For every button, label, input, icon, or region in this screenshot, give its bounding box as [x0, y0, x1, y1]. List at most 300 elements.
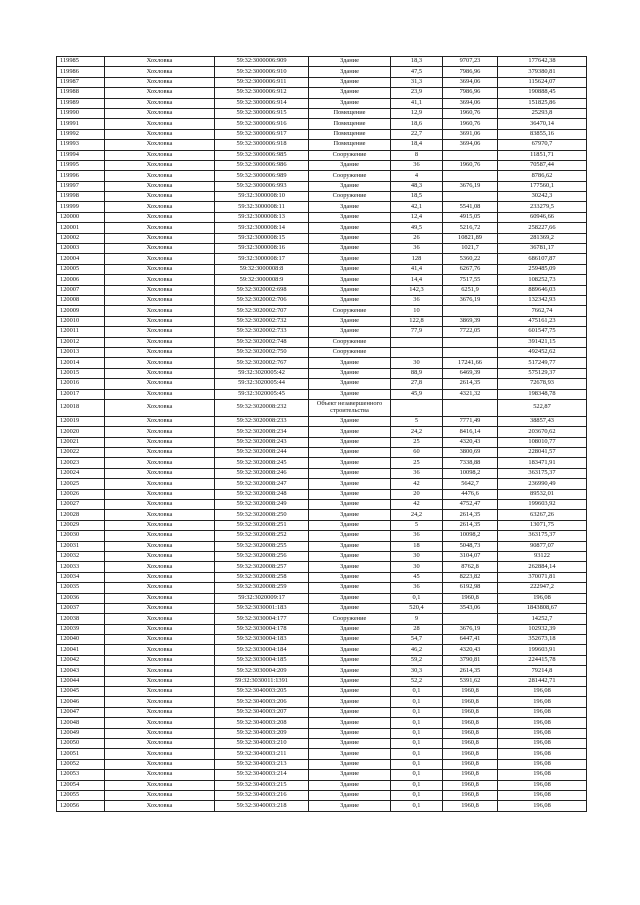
area-cell: 36	[391, 295, 443, 305]
table-row	[57, 254, 587, 264]
locality-cell: Хохловка	[105, 399, 215, 416]
table-row	[57, 520, 587, 530]
object-type-cell: Здание	[309, 562, 391, 572]
locality-cell: Хохловка	[105, 801, 215, 811]
specific-value-cell: 3869,39	[443, 316, 498, 326]
specific-value-cell: 5216,72	[443, 223, 498, 233]
record-number-cell: 120051	[57, 749, 105, 759]
cadastral-number-cell: 59:32:3000006:915	[215, 108, 309, 118]
record-number-cell: 120011	[57, 327, 105, 337]
specific-value-cell: 6469,39	[443, 368, 498, 378]
cadastral-number-cell: 59:32:3030011:1391	[215, 676, 309, 686]
area-cell: 12,9	[391, 108, 443, 118]
record-number-cell: 120002	[57, 233, 105, 243]
record-number-cell: 120025	[57, 479, 105, 489]
cadastral-number-cell: 59:32:3020002:748	[215, 337, 309, 347]
table-row	[57, 306, 587, 316]
specific-value-cell: 7771,49	[443, 416, 498, 426]
cadastral-number-cell: 59:32:3040003:209	[215, 728, 309, 738]
object-type-cell: Здание	[309, 223, 391, 233]
record-number-cell: 119997	[57, 181, 105, 191]
specific-value-cell: 10098,2	[443, 468, 498, 478]
table-row	[57, 212, 587, 222]
specific-value-cell: 4321,32	[443, 389, 498, 399]
object-type-cell: Здание	[309, 572, 391, 582]
cadastral-value-cell: 38857,43	[498, 416, 587, 426]
cadastral-number-cell: 59:32:3000006:993	[215, 181, 309, 191]
area-cell: 22,7	[391, 129, 443, 139]
specific-value-cell: 5541,08	[443, 202, 498, 212]
object-type-cell: Здание	[309, 780, 391, 790]
specific-value-cell: 2614,35	[443, 510, 498, 520]
cadastral-value-cell: 36781,17	[498, 244, 587, 254]
record-number-cell: 120045	[57, 687, 105, 697]
area-cell: 520,4	[391, 603, 443, 613]
record-number-cell: 120047	[57, 707, 105, 717]
area-cell: 45,9	[391, 389, 443, 399]
record-number-cell: 120029	[57, 520, 105, 530]
locality-cell: Хохловка	[105, 212, 215, 222]
cadastral-number-cell: 59:32:3020002:707	[215, 306, 309, 316]
record-number-cell: 119996	[57, 171, 105, 181]
table-row	[57, 427, 587, 437]
record-number-cell: 120003	[57, 244, 105, 254]
table-row	[57, 624, 587, 634]
cadastral-number-cell: 59:32:3020008:250	[215, 510, 309, 520]
object-type-cell: Здание	[309, 264, 391, 274]
cadastral-number-cell: 59:32:3040003:211	[215, 749, 309, 759]
record-number-cell: 119994	[57, 150, 105, 160]
table-row	[57, 67, 587, 77]
cadastral-value-cell: 196,08	[498, 718, 587, 728]
object-type-cell: Здание	[309, 676, 391, 686]
record-number-cell: 120022	[57, 448, 105, 458]
record-number-cell: 120001	[57, 223, 105, 233]
specific-value-cell: 3694,06	[443, 140, 498, 150]
area-cell: 128	[391, 254, 443, 264]
cadastral-value-cell: 363175,37	[498, 531, 587, 541]
table-row	[57, 316, 587, 326]
cadastral-value-cell: 132342,93	[498, 295, 587, 305]
cadastral-number-cell: 59:32:3000008:10	[215, 192, 309, 202]
table-row	[57, 399, 587, 416]
locality-cell: Хохловка	[105, 192, 215, 202]
specific-value-cell: 1960,8	[443, 759, 498, 769]
locality-cell: Хохловка	[105, 500, 215, 510]
locality-cell: Хохловка	[105, 67, 215, 77]
area-cell: 46,2	[391, 645, 443, 655]
record-number-cell: 120027	[57, 500, 105, 510]
cadastral-value-cell: 72678,93	[498, 379, 587, 389]
specific-value-cell: 1960,8	[443, 718, 498, 728]
cadastral-value-cell: 36470,14	[498, 119, 587, 129]
cadastral-number-cell: 59:32:3000008:17	[215, 254, 309, 264]
object-type-cell: Здание	[309, 551, 391, 561]
cadastral-number-cell: 59:32:3020008:244	[215, 448, 309, 458]
cadastral-value-cell: 391421,15	[498, 337, 587, 347]
cadastral-value-cell: 196,08	[498, 790, 587, 800]
object-type-cell: Здание	[309, 244, 391, 254]
table-row	[57, 368, 587, 378]
cadastral-number-cell: 59:32:3000006:912	[215, 88, 309, 98]
table-row	[57, 531, 587, 541]
object-type-cell: Здание	[309, 427, 391, 437]
cadastral-number-cell: 59:32:3000006:916	[215, 119, 309, 129]
specific-value-cell: 1960,8	[443, 749, 498, 759]
cadastral-number-cell: 59:32:3040003:210	[215, 739, 309, 749]
record-number-cell: 120054	[57, 780, 105, 790]
table-row	[57, 780, 587, 790]
locality-cell: Хохловка	[105, 108, 215, 118]
record-number-cell: 120030	[57, 531, 105, 541]
area-cell: 8	[391, 150, 443, 160]
area-cell: 0,1	[391, 780, 443, 790]
area-cell: 30	[391, 551, 443, 561]
cadastral-value-cell: 196,08	[498, 739, 587, 749]
object-type-cell: Здание	[309, 790, 391, 800]
table-row	[57, 98, 587, 108]
cadastral-number-cell: 59:32:3020008:247	[215, 479, 309, 489]
cadastral-value-cell: 236990,49	[498, 479, 587, 489]
specific-value-cell: 5360,22	[443, 254, 498, 264]
table-row	[57, 379, 587, 389]
area-cell: 52,2	[391, 676, 443, 686]
table-row	[57, 500, 587, 510]
object-type-cell: Здание	[309, 593, 391, 603]
specific-value-cell	[443, 171, 498, 181]
cadastral-value-cell: 70587,44	[498, 160, 587, 170]
specific-value-cell	[443, 337, 498, 347]
object-type-cell: Здание	[309, 749, 391, 759]
cadastral-number-cell: 59:32:3020008:234	[215, 427, 309, 437]
locality-cell: Хохловка	[105, 655, 215, 665]
locality-cell: Хохловка	[105, 119, 215, 129]
specific-value-cell: 1960,8	[443, 728, 498, 738]
cadastral-value-cell: 224415,78	[498, 655, 587, 665]
specific-value-cell: 1960,76	[443, 160, 498, 170]
locality-cell: Хохловка	[105, 666, 215, 676]
table-row	[57, 327, 587, 337]
specific-value-cell	[443, 306, 498, 316]
object-type-cell: Здание	[309, 603, 391, 613]
locality-cell: Хохловка	[105, 593, 215, 603]
record-number-cell: 120034	[57, 572, 105, 582]
object-type-cell: Здание	[309, 728, 391, 738]
cadastral-value-cell: 281369,2	[498, 233, 587, 243]
area-cell: 42	[391, 479, 443, 489]
object-type-cell: Здание	[309, 416, 391, 426]
specific-value-cell: 4476,6	[443, 489, 498, 499]
locality-cell: Хохловка	[105, 707, 215, 717]
table-row	[57, 57, 587, 67]
locality-cell: Хохловка	[105, 379, 215, 389]
record-number-cell: 120012	[57, 337, 105, 347]
table-row	[57, 129, 587, 139]
locality-cell: Хохловка	[105, 676, 215, 686]
area-cell: 36	[391, 160, 443, 170]
record-number-cell: 120040	[57, 635, 105, 645]
object-type-cell: Здание	[309, 57, 391, 67]
locality-cell: Хохловка	[105, 327, 215, 337]
cadastral-value-cell: 228041,57	[498, 448, 587, 458]
cadastral-number-cell: 59:32:3020009:17	[215, 593, 309, 603]
cadastral-number-cell: 59:32:3020005:45	[215, 389, 309, 399]
specific-value-cell: 3676,19	[443, 181, 498, 191]
cadastral-number-cell: 59:32:3040003:206	[215, 697, 309, 707]
specific-value-cell: 10821,89	[443, 233, 498, 243]
record-number-cell: 119986	[57, 67, 105, 77]
cadastral-value-cell: 196,08	[498, 593, 587, 603]
table-row	[57, 108, 587, 118]
record-number-cell: 120046	[57, 697, 105, 707]
record-number-cell: 120010	[57, 316, 105, 326]
locality-cell: Хохловка	[105, 223, 215, 233]
cadastral-number-cell: 59:32:3020008:252	[215, 531, 309, 541]
locality-cell: Хохловка	[105, 181, 215, 191]
locality-cell: Хохловка	[105, 160, 215, 170]
cadastral-number-cell: 59:32:3020008:251	[215, 520, 309, 530]
table-row	[57, 687, 587, 697]
cadastral-value-cell: 151825,86	[498, 98, 587, 108]
object-type-cell: Здание	[309, 718, 391, 728]
object-type-cell: Здание	[309, 254, 391, 264]
object-type-cell: Помещение	[309, 140, 391, 150]
cadastral-value-cell: 89532,01	[498, 489, 587, 499]
object-type-cell: Здание	[309, 666, 391, 676]
specific-value-cell: 7722,05	[443, 327, 498, 337]
record-number-cell: 120048	[57, 718, 105, 728]
table-row	[57, 790, 587, 800]
object-type-cell: Здание	[309, 500, 391, 510]
specific-value-cell: 8223,82	[443, 572, 498, 582]
cadastral-number-cell: 59:32:3020008:246	[215, 468, 309, 478]
specific-value-cell: 7986,96	[443, 67, 498, 77]
locality-cell: Хохловка	[105, 140, 215, 150]
cadastral-number-cell: 59:32:3000008:8	[215, 264, 309, 274]
area-cell: 36	[391, 468, 443, 478]
object-type-cell: Здание	[309, 316, 391, 326]
cadastral-value-cell: 522,87	[498, 399, 587, 416]
locality-cell: Хохловка	[105, 780, 215, 790]
cadastral-number-cell: 59:32:3040003:214	[215, 770, 309, 780]
cadastral-value-cell: 259485,09	[498, 264, 587, 274]
object-type-cell: Здание	[309, 295, 391, 305]
area-cell: 30	[391, 358, 443, 368]
specific-value-cell: 6447,41	[443, 635, 498, 645]
cadastral-value-cell: 198348,78	[498, 389, 587, 399]
cadastral-value-cell: 115624,07	[498, 77, 587, 87]
cadastral-number-cell: 59:32:3030004:183	[215, 635, 309, 645]
object-type-cell: Здание	[309, 479, 391, 489]
area-cell: 36	[391, 244, 443, 254]
cadastral-value-cell: 90877,07	[498, 541, 587, 551]
record-number-cell: 119987	[57, 77, 105, 87]
cadastral-value-cell: 196,08	[498, 749, 587, 759]
cadastral-value-cell: 102932,39	[498, 624, 587, 634]
record-number-cell: 120049	[57, 728, 105, 738]
cadastral-value-cell: 11851,71	[498, 150, 587, 160]
locality-cell: Хохловка	[105, 645, 215, 655]
specific-value-cell: 1960,8	[443, 770, 498, 780]
area-cell: 49,5	[391, 223, 443, 233]
specific-value-cell: 1960,76	[443, 108, 498, 118]
specific-value-cell: 6192,98	[443, 583, 498, 593]
record-number-cell: 119992	[57, 129, 105, 139]
cadastral-value-cell: 196,08	[498, 770, 587, 780]
locality-cell: Хохловка	[105, 458, 215, 468]
area-cell: 36	[391, 583, 443, 593]
cadastral-value-cell: 517249,77	[498, 358, 587, 368]
cadastral-number-cell: 59:32:3040003:207	[215, 707, 309, 717]
record-number-cell: 120009	[57, 306, 105, 316]
cadastral-value-cell: 177560,1	[498, 181, 587, 191]
cadastral-number-cell: 59:32:3020008:257	[215, 562, 309, 572]
locality-cell: Хохловка	[105, 233, 215, 243]
table-row	[57, 468, 587, 478]
specific-value-cell: 9707,23	[443, 57, 498, 67]
cadastral-number-cell: 59:32:3020002:698	[215, 285, 309, 295]
table-row	[57, 150, 587, 160]
specific-value-cell	[443, 347, 498, 357]
object-type-cell: Объект незавершенного строительства	[309, 399, 391, 416]
object-type-cell: Здание	[309, 88, 391, 98]
table-row	[57, 337, 587, 347]
table-row	[57, 593, 587, 603]
record-number-cell: 120006	[57, 275, 105, 285]
object-type-cell: Здание	[309, 368, 391, 378]
table-row	[57, 347, 587, 357]
object-type-cell: Помещение	[309, 129, 391, 139]
locality-cell: Хохловка	[105, 244, 215, 254]
locality-cell: Хохловка	[105, 603, 215, 613]
cadastral-number-cell: 59:32:3020008:232	[215, 399, 309, 416]
specific-value-cell: 1960,8	[443, 780, 498, 790]
cadastral-value-cell: 601547,75	[498, 327, 587, 337]
cadastral-value-cell: 686107,87	[498, 254, 587, 264]
specific-value-cell: 3800,69	[443, 448, 498, 458]
table-row	[57, 541, 587, 551]
locality-cell: Хохловка	[105, 510, 215, 520]
object-type-cell: Здание	[309, 181, 391, 191]
cadastral-value-cell: 203670,62	[498, 427, 587, 437]
table-row	[57, 603, 587, 613]
specific-value-cell: 6267,76	[443, 264, 498, 274]
area-cell: 25	[391, 437, 443, 447]
specific-value-cell: 1021,7	[443, 244, 498, 254]
area-cell: 30	[391, 562, 443, 572]
cadastral-value-cell: 575129,37	[498, 368, 587, 378]
object-type-cell: Здание	[309, 635, 391, 645]
specific-value-cell: 8416,14	[443, 427, 498, 437]
area-cell: 122,8	[391, 316, 443, 326]
locality-cell: Хохловка	[105, 368, 215, 378]
specific-value-cell: 1960,76	[443, 119, 498, 129]
area-cell: 31,3	[391, 77, 443, 87]
object-type-cell: Здание	[309, 458, 391, 468]
table-row	[57, 181, 587, 191]
cadastral-number-cell: 59:32:3040003:216	[215, 790, 309, 800]
cadastral-value-cell: 196,08	[498, 728, 587, 738]
locality-cell: Хохловка	[105, 285, 215, 295]
record-number-cell: 120050	[57, 739, 105, 749]
area-cell: 42	[391, 500, 443, 510]
locality-cell: Хохловка	[105, 448, 215, 458]
specific-value-cell: 3790,81	[443, 655, 498, 665]
area-cell: 0,1	[391, 739, 443, 749]
record-number-cell: 120016	[57, 379, 105, 389]
locality-cell: Хохловка	[105, 316, 215, 326]
locality-cell: Хохловка	[105, 562, 215, 572]
specific-value-cell: 3694,06	[443, 77, 498, 87]
area-cell: 41,4	[391, 264, 443, 274]
specific-value-cell: 1960,8	[443, 687, 498, 697]
cadastral-number-cell: 59:32:3000008:9	[215, 275, 309, 285]
specific-value-cell	[443, 399, 498, 416]
record-number-cell: 120032	[57, 551, 105, 561]
cadastral-value-cell: 262884,14	[498, 562, 587, 572]
cadastral-number-cell: 59:32:3030004:209	[215, 666, 309, 676]
cadastral-value-cell: 889646,03	[498, 285, 587, 295]
locality-cell: Хохловка	[105, 98, 215, 108]
object-type-cell: Здание	[309, 687, 391, 697]
area-cell: 0,1	[391, 707, 443, 717]
record-number-cell: 120043	[57, 666, 105, 676]
cadastral-value-cell: 196,08	[498, 780, 587, 790]
table-row	[57, 510, 587, 520]
locality-cell: Хохловка	[105, 770, 215, 780]
cadastral-value-cell: 83855,16	[498, 129, 587, 139]
locality-cell: Хохловка	[105, 541, 215, 551]
area-cell: 10	[391, 306, 443, 316]
table-row	[57, 718, 587, 728]
specific-value-cell: 4915,05	[443, 212, 498, 222]
object-type-cell: Здание	[309, 437, 391, 447]
record-number-cell: 120018	[57, 399, 105, 416]
cadastral-number-cell: 59:32:3040003:213	[215, 759, 309, 769]
object-type-cell: Здание	[309, 275, 391, 285]
object-type-cell: Здание	[309, 468, 391, 478]
area-cell: 18,6	[391, 119, 443, 129]
specific-value-cell: 7517,55	[443, 275, 498, 285]
object-type-cell: Помещение	[309, 108, 391, 118]
specific-value-cell: 1960,8	[443, 790, 498, 800]
table-row	[57, 275, 587, 285]
locality-cell: Хохловка	[105, 790, 215, 800]
object-type-cell: Сооружение	[309, 306, 391, 316]
record-number-cell: 120052	[57, 759, 105, 769]
object-type-cell: Здание	[309, 233, 391, 243]
specific-value-cell: 3104,07	[443, 551, 498, 561]
specific-value-cell: 3676,19	[443, 295, 498, 305]
cadastral-number-cell: 59:32:3000006:986	[215, 160, 309, 170]
specific-value-cell: 7338,88	[443, 458, 498, 468]
object-type-cell: Здание	[309, 739, 391, 749]
table-row	[57, 676, 587, 686]
area-cell: 0,1	[391, 801, 443, 811]
cadastral-value-cell: 63267,26	[498, 510, 587, 520]
cadastral-value-cell: 475161,23	[498, 316, 587, 326]
cadastral-number-cell: 59:32:3030004:184	[215, 645, 309, 655]
area-cell: 20	[391, 489, 443, 499]
area-cell: 9	[391, 614, 443, 624]
cadastral-value-cell: 7662,74	[498, 306, 587, 316]
specific-value-cell: 2614,35	[443, 379, 498, 389]
table-row	[57, 635, 587, 645]
cadastral-value-cell: 196,08	[498, 687, 587, 697]
record-number-cell: 120007	[57, 285, 105, 295]
table-row	[57, 489, 587, 499]
record-number-cell: 119985	[57, 57, 105, 67]
